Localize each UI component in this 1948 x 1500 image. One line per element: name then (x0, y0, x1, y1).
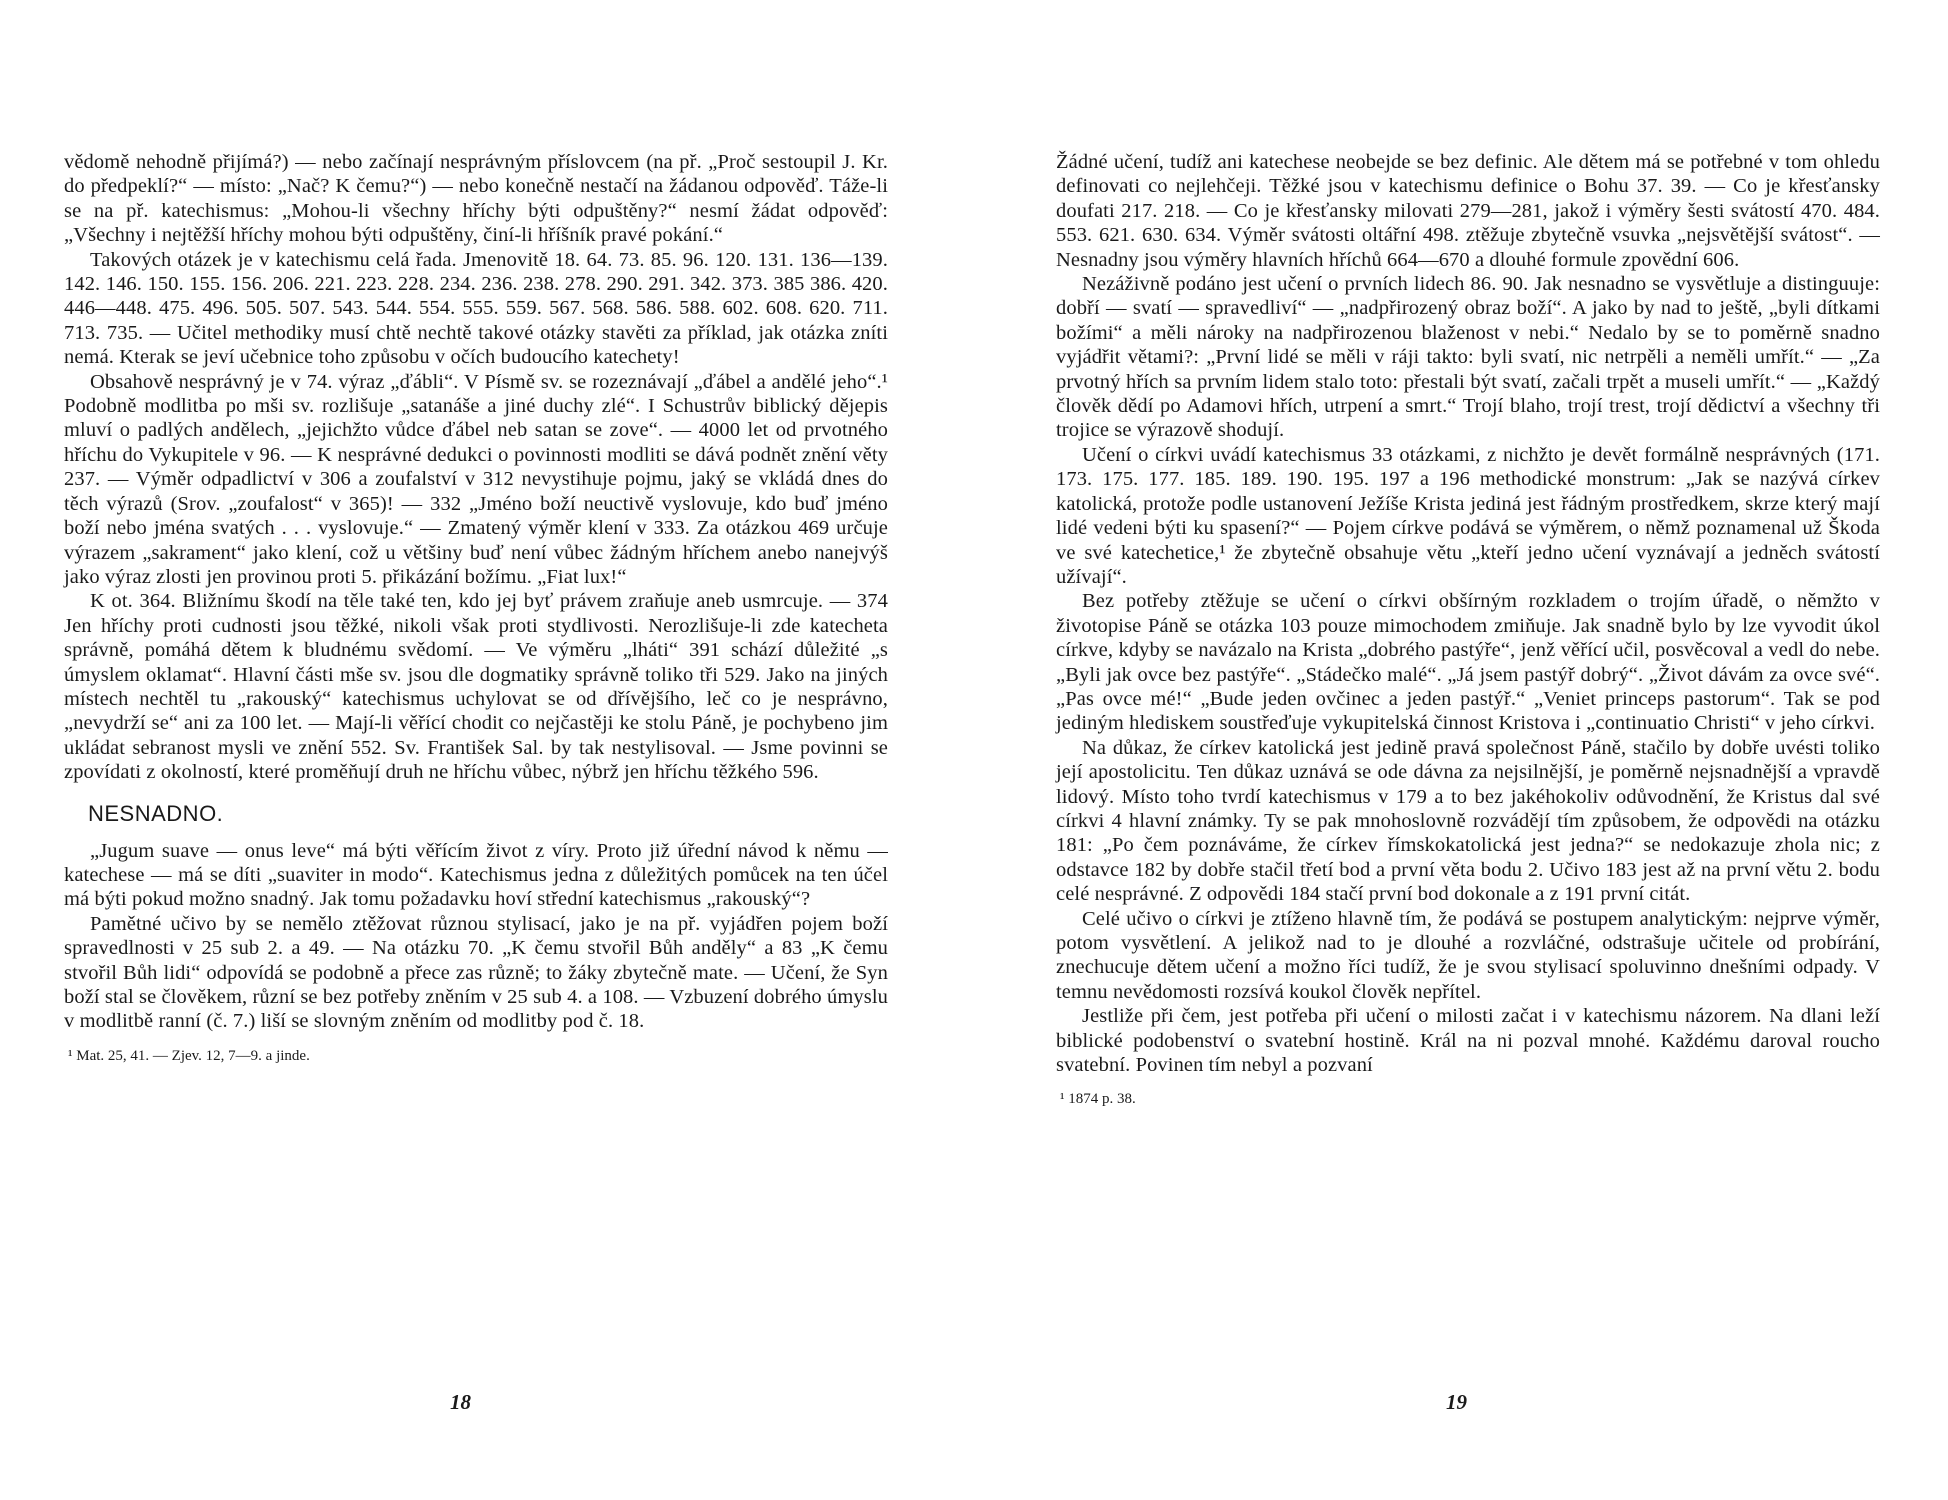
left-footnote: ¹ Mat. 25, 41. — Zjev. 12, 7—9. a jinde. (68, 1047, 310, 1064)
right-footnote: ¹ 1874 p. 38. (1060, 1091, 1136, 1108)
right-paragraph-5: Na důkaz, že církev katolická jest jedině pravá společnost Páně, stačilo by dobře uvésti toliko její apostolicitu. Ten důkaz uznává se ode dávna za nejsilnější, je poměrně nejsnadnější a vpravdě lidový. Místo toho tvrdí katechismus v 179 a to bez jakéhokoliv odůvodnění, že Kristus dal své církvi 4 hlavní známky. Ty se pak mnohoslovně rozvádějí tím způsobem, že odpovědi na otázku 181: „Po čem poznáváme, že církev římskokatolická jest jedna?“ se nedokazuje zhola nic; z odstavce 182 by dobře stačil třetí bod a první věta bodu 2. Učivo 183 jest až na první větu 2. bodu celé nesprávné. Z odpovědi 184 stačí první bod dokonale a z 191 první citát. (1056, 736, 1880, 906)
left-paragraph-3: Obsahově nesprávný je v 74. výraz „ďábli“. V Písmě sv. se rozeznávají „ďábel a andělé jeho“.¹ Podobně modlitba po mši sv. rozlišuje „satanáše a jiné duchy zlé“. I Schustrův biblický dějepis mluví o padlých andělech, „jejichžto vůdce ďábel neb satan se zove“. — 4000 let od prvotného hříchu do Vykupitele v 96. — K nesprávné dedukci o povinnosti modliti se dává podnět znění věty 237. — Výměr odpadlictví v 306 a zoufalství v 312 nevystihuje pojmu, jaký se vkládá dnes do těch výrazů (Srov. „zoufalost“ v 365)! — 332 „Jméno boží neuctivě vyslovuje, kdo buď jméno boží nebo jména svatých . . . vyslovuje.“ — Zmatený výměr klení v 333. Za otázkou 469 určuje výrazem „sakrament“ jako klení, což u většiny buď není vůbec žádným hříchem anebo nanejvýš jako výraz zlosti jen provinou proti 5. přikázání božímu. „Fiat lux!“ (64, 370, 888, 588)
left-paragraph-2: Takových otázek je v katechismu celá řada. Jmenovitě 18. 64. 73. 85. 96. 120. 131. 136—139. 142. 146. 150. 155. 156. 206. 221. 223. 228. 234. 236. 238. 278. 290. 291. 342. 373. 385 386. 420. 446—448. 475. 496. 505. 507. 543. 544. 554. 555. 559. 567. 568. 586. 588. 602. 608. 620. 711. 713. 735. — Učitel methodiky musí chtě nechtě takové otázky stavěti za příklad, jak otázka zníti nemá. Kterak se jeví učebnice toho způsobu v očích budoucího katechety! (64, 248, 888, 369)
section-heading: NESNADNO. (88, 800, 224, 826)
right-paragraph-1: Žádné učení, tudíž ani katechese neobejde se bez definic. Ale dětem má se potřebné v tom ohledu definovati co nejlehčeji. Těžké jsou v katechismu definice o Bohu 37. 39. — Co je křesťansky doufati 217. 218. — Co je křesťansky milovati 279—281, jakož i výměry šesti svátostí 470. 484. 553. 621. 630. 634. Výměr svátosti oltářní 498. ztěžuje zbytečně vsuvka „nejsvětější svátost“. — Nesnadny jsou výměry hlavních hříchů 664—670 a dlouhé formule zpovědní 606. (1056, 151, 1880, 271)
left-page-number: 18 (450, 1390, 471, 1414)
right-page (1056, 150, 1880, 1414)
right-paragraph-3: Učení o církvi uvádí katechismus 33 otázkami, z nichžto je devět formálně nesprávných (171. 173. 175. 177. 185. 189. 190. 195. 197 a 196 methodické monstrum: „Jak se nazývá církev katolická, protože podle ustanovení Ježíše Krista jediná jest řádným prostředkem, skrze který mají lidé vedeni býti ku spasení?“ — Pojem církve podává se výměrem, o němž poznamenal už Škoda ve své katechetice,¹ že zbytečně obsahuje větu „kteří jedno učení vyznávají a jedněch svátostí užívají“. (1056, 443, 1880, 588)
left-paragraph-4: K ot. 364. Bližnímu škodí na těle také ten, kdo jej byť právem zraňuje aneb usmrcuje. — 374 Jen hříchy proti cudnosti jsou těžké, nikoli však proti stydlivosti. Nerozlišuje-li zde katecheta správně, pomáhá dětem k bludnému svědomí. — Ve výměru „lháti“ 391 schází důležité „s úmyslem oklamat“. Hlavní části mše sv. jsou dle dogmatiky správně toliko tři 529. Jako na jiných místech nechtěl tu „rakouský“ katechismus uchylovat se od dřívějšího, leč co je nesprávno, „nevydrží se“ ani za 100 let. — Mají-li věřící chodit co nejčastěji ke stolu Páně, je pochybeno jim ukládat sebranost mysli ve znění 552. Sv. František Sal. by tak nestylisoval. — Jsme povinni se zpovídati z okolností, které proměňují druh ne hříchu vůbec, nýbrž jen hříchu těžkého 596. (64, 590, 888, 784)
left-paragraph-6: Pamětné učivo by se nemělo ztěžovat různou stylisací, jako je na př. vyjádřen pojem boží spravedlnosti v 25 sub 2. a 49. — Na otázku 70. „K čemu stvořil Bůh anděly“ a 83 „K čemu stvořil Bůh lidi“ odpovídá se podobně a přece zas různě; to žáky zbytečně mate. — Učení, že Syn boží stal se člověkem, různí se bez potřeby zněním v 25 sub 4. a 108. — Vzbuzení dobrého úmyslu v modlitbě ranní (č. 7.) liší se slovným zněním od modlitby pod č. 18. (64, 912, 888, 1033)
right-paragraph-6: Celé učivo o církvi je ztíženo hlavně tím, že podává se postupem analytickým: nejprve výměr, potom vysvětlení. A jelikož nad to je dlouhé a rozvláčné, odstrašuje učitele od probírání, znechucuje dětem učení a možno říci tudíž, že je svou stylisací spoluvinno dnešními odpady. V temnu nevědomosti rozsívá koukol člověk nepřítel. (1056, 907, 1880, 1003)
right-paragraph-2: Nezáživně podáno jest učení o prvních lidech 86. 90. Jak nesnadno se vysvětluje a distinguuje: dobří — svatí — spravedliví“ — „nadpřirozený obraz boží“. A jako by nad to ještě, „byli dítkami božími“ a měli nároky na nadpřirozenou blaženost v nebi.“ Nedalo by se to poměrně snadno vyjádřit větami?: „První lidé se měli v ráji takto: byli svatí, nic netrpěli a neměli umřít.“ — „Za prvotný hřích sa prvním lidem stalo toto: přestali být svatí, začali trpět a museli umřít.“ — „Každý člověk dědí po Adamovi hřích, utrpení a smrt.“ Trojí blaho, trojí trest, trojí dědictví a všechny tři trojice se výrazově shodují. (1056, 273, 1880, 442)
left-paragraph-5: „Jugum suave — onus leve“ má býti věřícím život z víry. Proto již úřední návod k němu — katechese — má se díti „suaviter in modo“. Katechismus jedna z důležitých pomůcek na ten účel má býti pokud možno snadný. Jak tomu požadavku hoví střední katechismus „rakouský“? (64, 839, 888, 911)
right-paragraph-7: Jestliže při čem, jest potřeba při učení o milosti začat i v katechismu názorem. Na dlani leží biblické podobenství o svatební hostině. Král na ni pozval mnohé. Každému daroval roucho svatební. Povinen tím nebyl a pozvaní (1056, 1005, 1880, 1077)
left-paragraph-1: vědomě nehodně přijímá?) — nebo začínají nesprávným příslovcem (na př. „Proč sestoupil J. Kr. do předpeklí?“ — místo: „Nač? K čemu?“) — nebo konečně nestačí na žádanou odpověď. Táže-li se na př. katechismus: „Mohou-li všechny hříchy býti odpuštěny?“ nesmí žádat odpověď: „Všechny i nejtěžší hříchy mohou býti odpuštěny, činí-li hříšník pravé pokání.“ (64, 151, 888, 247)
left-page (64, 150, 888, 1414)
right-page-number: 19 (1446, 1390, 1467, 1414)
right-paragraph-4: Bez potřeby ztěžuje se učení o církvi obšírným rozkladem o trojím úřadě, o němžto v životopise Páně se otázka 103 pouze mimochodem zmiňuje. Jak snadně bylo by lze vyvodit úkol církve, kdyby se navázalo na Krista „dobrého pastýře“, jenž věřící učil, posvěcoval a vedl do nebe. „Byli jak ovce bez pastýře“. „Stádečko malé“. „Já jsem pastýř dobrý“. „Život dávám za ovce své“. „Pas ovce mé!“ „Bude jeden ovčinec a jeden pastýř.“ „Veniet princeps pastorum“. Tak se pod jediným hlediskem soustřeďuje vykupitelská činnost Kristova i „continuatio Christi“ v jeho církvi. (1056, 590, 1880, 735)
